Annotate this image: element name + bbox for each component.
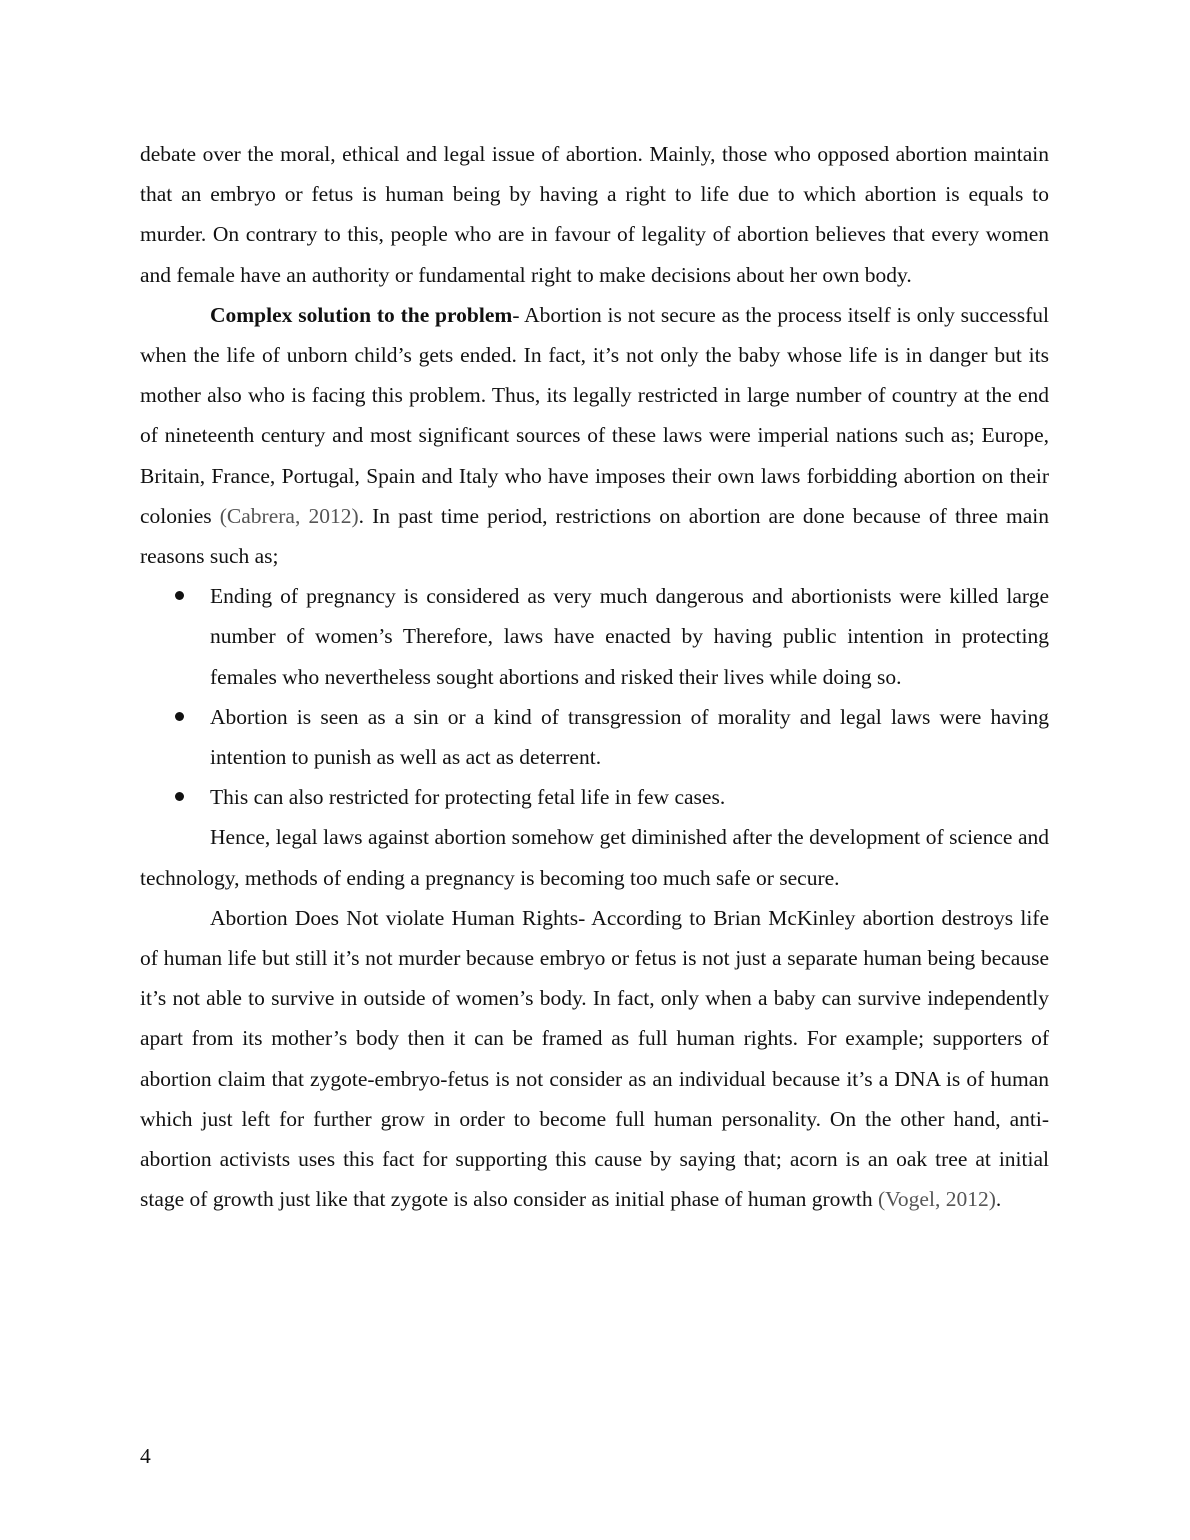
paragraph-text: Abortion Does Not violate Human Rights- According to Brian McKinley abortion destroys life of human life but still it’s not murder because embryo or fetus is not just a separate human being because it’s not able to survive in outside of women’s body. In fact, only when a baby can survive independently apart from its mother’s body then it can be framed as full human rights. For example; supporters of abortion claim that zygote-embryo-fetus is not consider as an individual because it’s a DNA is of human which just left for further grow in order to become full human personality. On the other hand, anti-abortion activists uses this fact for supporting this cause by saying that; acorn is an oak tree at initial stage of growth just like that zygote is also consider as initial phase of human growth [140,905,1049,1212]
list-item [140,576,1049,697]
bullet-icon [175,792,184,801]
bullet-icon [175,591,184,600]
paragraph-end: . [995,1187,1002,1212]
reasons-bullet-list [140,576,1049,817]
section-heading-complex-solution: Complex solution to the problem [210,302,513,327]
list-item [140,777,1049,817]
paragraph-text: - Abortion is not secure as the process itself is only successful when the life of unborn child’s gets ended. In fact, it’s not only the baby whose life is in danger but its mother also who is facing this problem. Thus, its legally restricted in large number of country at the end of nineteenth century and most significant sources of these laws were imperial nations such as; Europe, Britain, France, Portugal, Spain and Italy who have imposes their own laws forbidding abortion on their colonies [140,302,1049,528]
paragraph-text: . In past time period, restrictions on abortion are done because of three main reasons such as; [140,503,1050,569]
paragraph-opening: debate over the moral, ethical and legal issue of abortion. Mainly, those who opposed abortion maintain that an embryo or fetus is human being by having a right to life due to which abortion is equals to murder. On contrary to this, people who are in favour of legality of abortion believes that every women and female have an authority or fundamental right to make decisions about her own body. [140,142,1049,287]
list-item [140,697,1049,777]
page-number: 4 [140,1444,151,1468]
paragraph-hence: Hence, legal laws against abortion somehow get diminished after the development of science and technology, methods of ending a pregnancy is becoming too much safe or secure. [140,825,1049,890]
bullet-icon [175,712,184,721]
citation-cabrera: (Cabrera, 2012) [219,503,359,528]
document-body [140,134,1049,1219]
list-item-text: This can also restricted for protecting fetal life in few cases. [210,785,726,810]
paragraph-human-rights [140,898,1049,1220]
list-item-text: Ending of pregnancy is considered as very much dangerous and abortionists were killed large number of women’s Therefore, laws have enacted by having public intention in protecting females who nevertheless sought abortions and risked their lives while doing so. [210,584,1049,689]
citation-vogel: (Vogel, 2012) [878,1187,996,1212]
paragraph-complex-solution [140,295,1049,576]
list-item-text: Abortion is seen as a sin or a kind of transgression of morality and legal laws were having intention to punish as well as act as deterrent. [210,704,1049,770]
